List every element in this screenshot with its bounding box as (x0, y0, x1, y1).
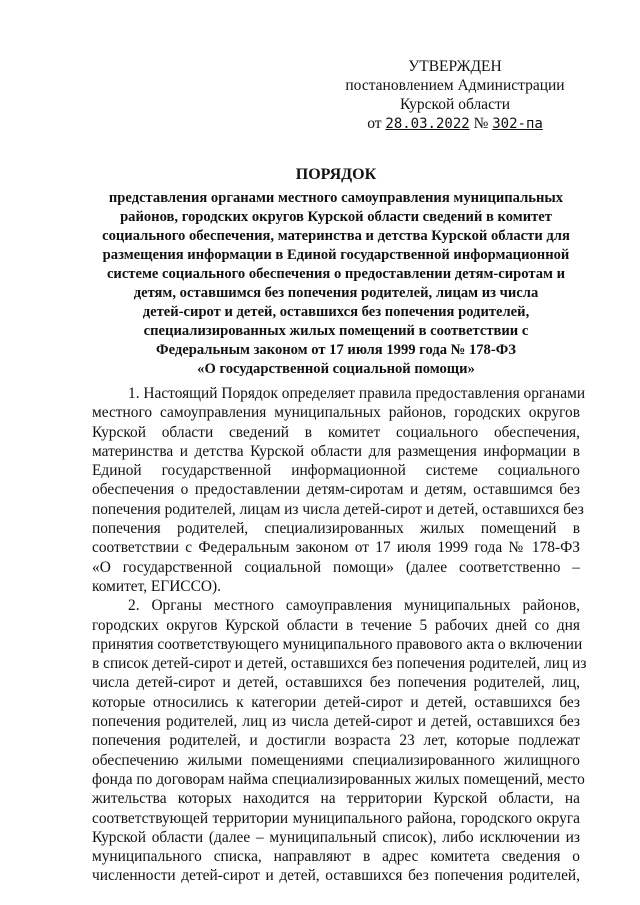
paragraph-line: муниципального списка, направляют в адрес комитета сведения о (92, 848, 580, 866)
approval-number-sign: № (473, 115, 489, 132)
paragraph-line: городских округов Курской области в течение 5 рабочих дней со дня (92, 616, 580, 634)
approval-line-2: Курской области (399, 96, 511, 113)
paragraph-2 (92, 596, 587, 885)
approval-number: 302-па (492, 116, 543, 132)
paragraph-line: в список детей-сирот и детей, оставшихся без попечения родителей, лиц из (92, 655, 587, 673)
paragraph-line: попечения родителей, лицам из числа детей-сирот и детей, оставшихся без (92, 500, 584, 518)
subtitle-line: Федеральным законом от 17 июля 1999 года № 178-ФЗ (156, 342, 516, 358)
paragraph-line: попечения родителей, лиц из числа детей-сирот и детей, оставшихся без (92, 713, 580, 731)
subtitle-line: системе социального обеспечения о предоставлении детям-сиротам и (106, 266, 566, 282)
paragraph-line: местного самоуправления муниципальных районов, городских округов (92, 404, 580, 422)
paragraph-line: численности детей-сирот и детей, оставшихся без попечения родителей, (92, 867, 580, 885)
approval-line-1: постановлением Администрации (345, 77, 565, 94)
paragraph-line: 1. Настоящий Порядок определяет правила предоставления органами (128, 385, 586, 402)
document-title-block (92, 165, 580, 379)
subtitle-line: районов, городских округов Курской области сведений в комитет (120, 209, 552, 225)
subtitle-line: специализированных жилых помещений в соответствии с (143, 323, 529, 339)
paragraph-line: Курской области сведений в комитет социального обеспечения, (92, 423, 580, 441)
subtitle-line: размещения информации в Единой государственной информационной (102, 247, 570, 263)
paragraph-line: попечения родителей, и достигли возраста 23 лет, которые подлежат (92, 732, 580, 750)
approval-date: 28.03.2022 (385, 116, 470, 132)
subtitle-line: представления органами местного самоуправления муниципальных (108, 190, 564, 206)
paragraph-line: «О государственной социальной помощи» (далее соответственно – (92, 558, 580, 576)
paragraph-line: обеспечению жилыми помещениями специализированного жилищного (92, 751, 580, 769)
document-body (92, 384, 587, 886)
paragraph-line: соответствии с Федеральным законом от 17 июля 1999 года № 178-ФЗ (92, 539, 580, 557)
paragraph-line: фонда по договорам найма специализированных жилых помещений, место (92, 770, 585, 788)
approval-title: УТВЕРЖДЕН (408, 58, 502, 75)
paragraph-line: Единой государственной информационной системе социального (92, 462, 580, 480)
paragraph-line: принятия соответствующего муниципального правового акта о включении (92, 635, 583, 653)
subtitle-line: социального обеспечения, материнства и детства Курской области для (102, 228, 570, 244)
paragraph-line: числа детей-сирот и детей, оставшихся без попечения родителей, лиц, (92, 674, 580, 692)
subtitle-line: детей-сирот и детей, оставшихся без попечения родителей, (142, 304, 530, 320)
approval-stamp-block (330, 57, 580, 134)
paragraph-1 (92, 384, 586, 596)
paragraph-line: соответствующей территории муниципального района, городского округа (92, 809, 580, 827)
document-subtitle (92, 189, 580, 379)
paragraph-line: комитет, ЕГИССО). (92, 577, 221, 595)
paragraph-line: обеспечения о предоставлении детям-сиротам и детям, оставшимся без (92, 481, 580, 499)
paragraph-line: 2. Органы местного самоуправления муниципальных районов, (128, 597, 580, 615)
paragraph-line: попечения родителей, специализированных жилых помещений в (92, 520, 580, 538)
paragraph-line: которые относились к категории детей-сирот и детей, оставшихся без (92, 693, 580, 711)
subtitle-line: «О государственной социальной помощи» (197, 361, 475, 377)
paragraph-line: Курской области (далее – муниципальный список), либо исключении из (92, 828, 580, 846)
document-title: ПОРЯДОК (295, 166, 377, 183)
approval-date-prefix: от (367, 115, 382, 132)
subtitle-line: детям, оставшимся без попечения родителей, лицам из числа (133, 285, 539, 301)
approval-date-line (330, 114, 580, 134)
paragraph-line: жительства которых находится на территории Курской области, на (92, 790, 580, 808)
paragraph-line: материнства и детства Курской области для размещения информации в (92, 442, 580, 460)
